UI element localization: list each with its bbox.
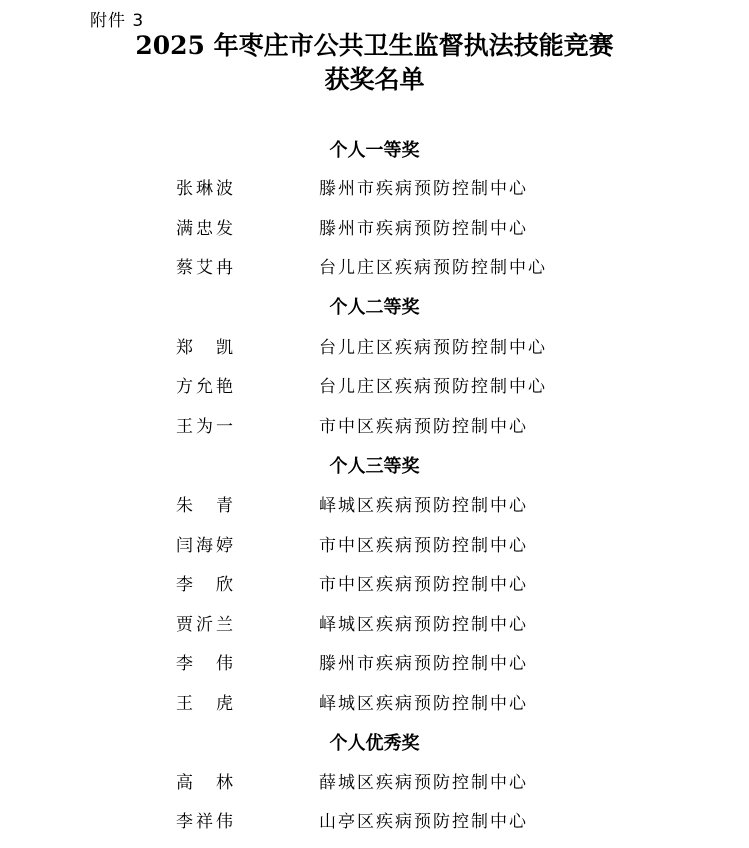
winner-row xyxy=(0,254,749,282)
section-title-third-prize: 个人三等奖 xyxy=(329,456,420,477)
winner-org: 市中区疾病预防控制中心 xyxy=(319,575,528,595)
winner-row xyxy=(0,571,749,599)
winner-org: 台儿庄区疾病预防控制中心 xyxy=(319,338,547,358)
winner-name: 高 林 xyxy=(176,773,236,793)
page-title: 2025 年枣庄市公共卫生监督执法技能竞赛 xyxy=(135,31,614,60)
winner-name: 王 虎 xyxy=(176,694,236,714)
winner-name: 郑 凯 xyxy=(176,338,236,358)
winner-name: 贾沂兰 xyxy=(176,615,236,635)
winner-name: 李 伟 xyxy=(176,654,236,674)
attachment-label: 附件 3 xyxy=(90,11,145,31)
winner-row xyxy=(0,175,749,203)
winner-org: 薛城区疾病预防控制中心 xyxy=(319,773,528,793)
winner-row xyxy=(0,611,749,639)
winner-row xyxy=(0,808,749,836)
winner-org: 台儿庄区疾病预防控制中心 xyxy=(319,258,547,278)
winner-name: 闫海婷 xyxy=(176,536,236,556)
winner-row xyxy=(0,334,749,362)
winner-org: 滕州市疾病预防控制中心 xyxy=(319,654,528,674)
winner-row xyxy=(0,373,749,401)
winner-name: 张琳波 xyxy=(176,179,236,199)
winner-org: 滕州市疾病预防控制中心 xyxy=(319,219,528,239)
section-title-excellence-prize: 个人优秀奖 xyxy=(329,733,420,754)
winner-org: 峄城区疾病预防控制中心 xyxy=(319,496,528,516)
winner-row xyxy=(0,492,749,520)
winner-org: 山亭区疾病预防控制中心 xyxy=(319,812,528,832)
winner-org: 峄城区疾病预防控制中心 xyxy=(319,615,528,635)
winner-name: 方允艳 xyxy=(176,377,236,397)
winner-name: 蔡艾冉 xyxy=(176,258,236,278)
winner-org: 滕州市疾病预防控制中心 xyxy=(319,179,528,199)
winner-org: 市中区疾病预防控制中心 xyxy=(319,536,528,556)
winner-row xyxy=(0,215,749,243)
page-subtitle: 获奖名单 xyxy=(324,65,425,94)
winner-org: 台儿庄区疾病预防控制中心 xyxy=(319,377,547,397)
winner-row xyxy=(0,769,749,797)
winner-row xyxy=(0,532,749,560)
winner-name: 朱 青 xyxy=(176,496,236,516)
winner-name: 李祥伟 xyxy=(176,812,236,832)
winner-row xyxy=(0,650,749,678)
winner-org: 峄城区疾病预防控制中心 xyxy=(319,694,528,714)
winner-name: 李 欣 xyxy=(176,575,236,595)
winner-name: 王为一 xyxy=(176,417,236,437)
winner-name: 满忠发 xyxy=(176,219,236,239)
section-title-second-prize: 个人二等奖 xyxy=(329,297,420,318)
winner-row xyxy=(0,413,749,441)
section-title-first-prize: 个人一等奖 xyxy=(329,140,420,161)
winner-row xyxy=(0,690,749,718)
winner-org: 市中区疾病预防控制中心 xyxy=(319,417,528,437)
